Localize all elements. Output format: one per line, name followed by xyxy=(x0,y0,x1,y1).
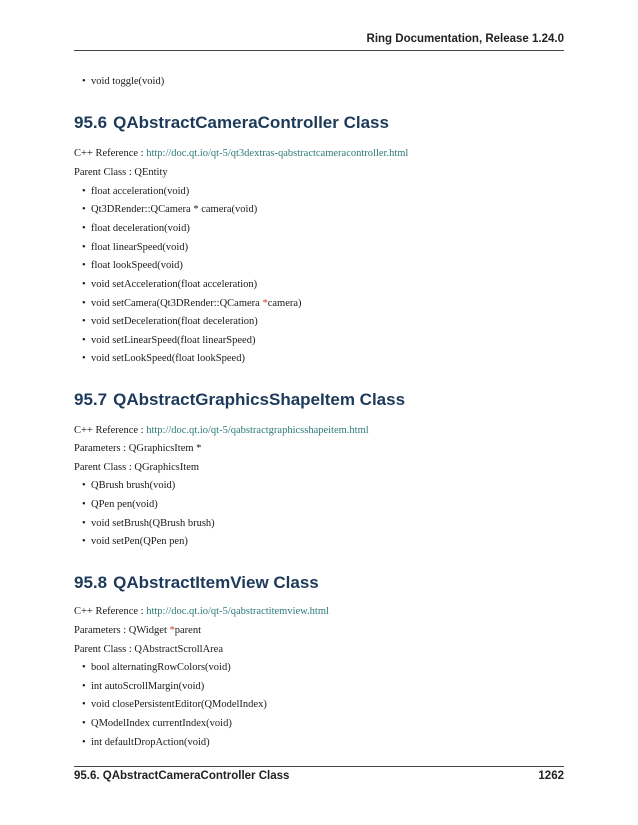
reference-link[interactable]: http://doc.qt.io/qt-5/qabstractitemview.html xyxy=(146,606,329,617)
parameters: Parameters : QGraphicsItem * xyxy=(74,443,202,454)
cpp-reference: C++ Reference : http://doc.qt.io/qt-5/qt3dextras-qabstractcameracontroller.html xyxy=(74,148,409,159)
list-item: • void setAcceleration(float acceleration) xyxy=(91,278,257,292)
cpp-reference: C++ Reference : http://doc.qt.io/qt-5/qabstractitemview.html xyxy=(74,606,329,617)
footer-rule xyxy=(74,766,564,767)
list-item: • int defaultDropAction(void) xyxy=(91,736,210,750)
list-item: • QPen pen(void) xyxy=(91,498,158,512)
list-item: • void setBrush(QBrush brush) xyxy=(91,517,215,531)
section-number: 95.6 xyxy=(74,113,108,132)
parent-class: Parent Class : QAbstractScrollArea xyxy=(74,644,224,655)
list-item: • void setPen(QPen pen) xyxy=(91,535,188,549)
page-number: 1262 xyxy=(538,770,564,782)
parent-class: Parent Class : QEntity xyxy=(74,167,168,178)
list-item: • QBrush brush(void) xyxy=(91,479,175,493)
reference-link[interactable]: http://doc.qt.io/qt-5/qabstractgraphicsshapeitem.html xyxy=(146,425,369,436)
parameters: Parameters : QWidget *parent xyxy=(74,625,202,636)
list-item: • float acceleration(void) xyxy=(91,185,189,199)
footer-section: 95.6. QAbstractCameraController Class xyxy=(74,770,290,782)
list-item: • void setLookSpeed(float lookSpeed) xyxy=(91,352,245,366)
section-title: QAbstractCameraController Class xyxy=(113,113,389,132)
list-item: • bool alternatingRowColors(void) xyxy=(91,661,231,675)
list-item: • void setDeceleration(float deceleration) xyxy=(91,315,258,329)
section-title: QAbstractItemView Class xyxy=(113,573,319,592)
section-title: QAbstractGraphicsShapeItem Class xyxy=(113,390,406,409)
cpp-reference: C++ Reference : http://doc.qt.io/qt-5/qabstractgraphicsshapeitem.html xyxy=(74,425,369,436)
list-item: • QModelIndex currentIndex(void) xyxy=(91,717,232,731)
parent-class: Parent Class : QGraphicsItem xyxy=(74,462,200,473)
section-number: 95.8 xyxy=(74,573,108,592)
list-item: • float lookSpeed(void) xyxy=(91,259,183,273)
section-heading-95-6 xyxy=(74,113,389,133)
list-item: • float deceleration(void) xyxy=(91,222,190,236)
list-item: • void setLinearSpeed(float linearSpeed) xyxy=(91,334,255,348)
header-rule xyxy=(74,50,564,51)
list-item: • void setCamera(Qt3DRender::QCamera *camera) xyxy=(91,297,302,311)
section-heading-95-7 xyxy=(74,390,405,410)
running-header: Ring Documentation, Release 1.24.0 xyxy=(366,33,564,45)
list-item: • Qt3DRender::QCamera * camera(void) xyxy=(91,203,257,217)
section-heading-95-8 xyxy=(74,573,319,593)
running-footer xyxy=(74,770,564,786)
list-item: • int autoScrollMargin(void) xyxy=(91,680,204,694)
list-item: • void closePersistentEditor(QModelIndex) xyxy=(91,698,267,712)
list-item: • float linearSpeed(void) xyxy=(91,241,188,255)
reference-link[interactable]: http://doc.qt.io/qt-5/qt3dextras-qabstractcameracontroller.html xyxy=(146,148,409,159)
section-number: 95.7 xyxy=(74,390,108,409)
list-item: • void toggle(void) xyxy=(91,75,164,89)
